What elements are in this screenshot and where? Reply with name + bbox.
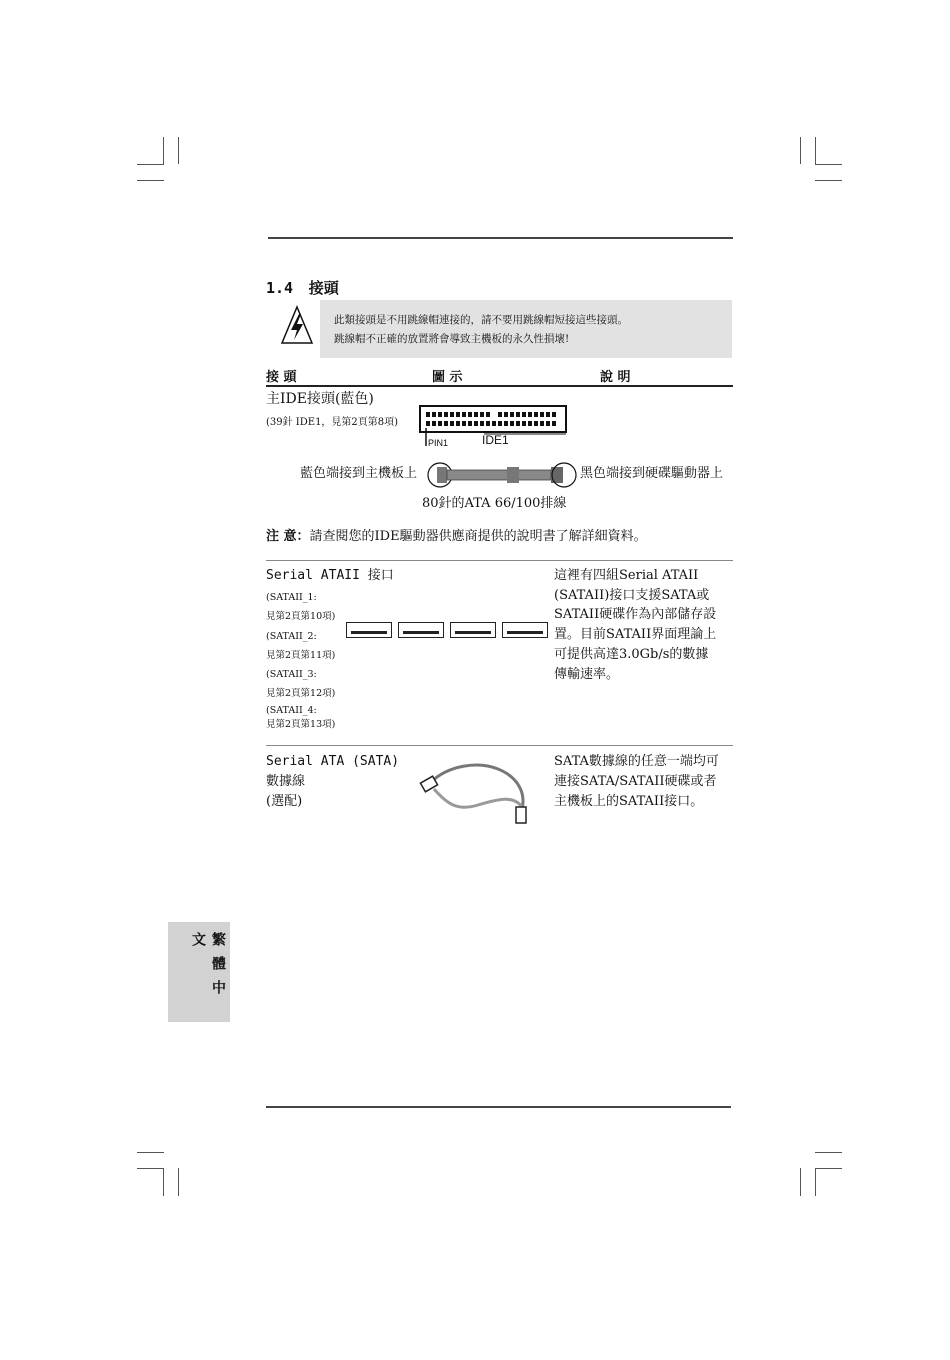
- sata-cable-image: [418, 755, 536, 825]
- sata-cable-name-line: 數據線: [266, 774, 306, 789]
- sataii-item: 見第2頁第10項): [266, 611, 336, 623]
- crop-mark: [815, 1168, 842, 1169]
- crop-mark: [178, 137, 179, 164]
- sataii-desc-line: SATAII硬碟作為內部儲存設: [554, 607, 717, 623]
- note-text: 請查閱您的IDE驅動器供應商提供的說明書了解詳細資料。: [309, 529, 647, 544]
- ide-blue-end-caption: 藍色端接到主機板上: [300, 466, 418, 481]
- sata-port-icon: [346, 622, 392, 638]
- sata-cable-name-line: Serial ATA (SATA): [266, 754, 400, 769]
- sata-port-icon: [398, 622, 444, 638]
- ide-conn-label: IDE1: [482, 433, 509, 447]
- crop-mark: [137, 1168, 164, 1169]
- sata-cable-desc-line: 連接SATA/SATAII硬碟或者: [554, 774, 717, 789]
- sata-cable-name-line: (選配): [266, 794, 303, 809]
- sataii-desc-line: 傳輸速率。: [554, 666, 620, 682]
- sata-cable-desc-line: SATA數據線的任意一端均可: [554, 754, 719, 769]
- sataii-item: (SATAII_4:: [266, 704, 317, 716]
- ide-ribbon-cable: [425, 461, 580, 489]
- sataii-item: 見第2頁第13項): [266, 718, 336, 730]
- crop-mark: [815, 164, 842, 165]
- sata-cable-name: [266, 752, 399, 812]
- warning-line-2: 跳線帽不正確的放置將會導致主機板的永久性損壞!: [334, 333, 570, 345]
- crop-mark: [815, 180, 842, 181]
- crop-mark: [137, 1152, 164, 1153]
- table-header-rule: [266, 385, 733, 387]
- ide-connector-detail: (39針 IDE1，見第2頁第8項): [266, 417, 399, 428]
- note: [266, 527, 647, 547]
- section-number: 1.4: [266, 279, 294, 297]
- crop-mark: [815, 1152, 842, 1153]
- col-header-connector: 接 頭: [266, 370, 297, 385]
- sata-port-icon: [502, 622, 548, 638]
- sataii-desc-line: 置。目前SATAII界面理論上: [554, 627, 717, 643]
- crop-mark: [137, 180, 164, 181]
- crop-mark: [178, 1168, 179, 1196]
- sataii-connector-name: Serial ATAII 接口: [266, 568, 394, 583]
- sataii-item: 見第2頁第12項): [266, 688, 336, 700]
- crop-mark: [163, 137, 164, 164]
- language-side-tab-label: 繁體中文: [190, 932, 226, 1004]
- ide-cable-caption: 80針的ATA 66/100排線: [422, 496, 567, 511]
- row-divider: [266, 745, 733, 746]
- section-title: 接頭: [308, 279, 339, 297]
- sataii-item: (SATAII_2:: [266, 630, 317, 642]
- sataii-item: (SATAII_1:: [266, 592, 317, 603]
- crop-mark: [815, 137, 816, 164]
- crop-mark: [815, 1168, 816, 1196]
- footer-rule: [266, 1106, 731, 1108]
- warning-line-1: 此類接頭是不用跳線帽連接的，請不要用跳線帽短接這些接頭。: [334, 314, 628, 326]
- ide-black-end-caption: 黑色端接到硬碟驅動器上: [580, 466, 724, 481]
- note-label: 注 意：: [266, 529, 310, 544]
- ide-pin1-label: PIN1: [428, 438, 449, 448]
- crop-mark: [800, 1168, 801, 1196]
- sataii-item: 見第2頁第11項): [266, 649, 336, 661]
- col-header-diagram: 圖 示: [432, 370, 463, 385]
- warning-box: [320, 300, 732, 358]
- sataii-item: (SATAII_3:: [266, 669, 317, 681]
- language-side-tab: [168, 922, 230, 1022]
- col-header-description: 說 明: [600, 370, 631, 385]
- sataii-item-list: [266, 588, 335, 732]
- high-voltage-icon: [280, 305, 314, 345]
- section-heading: [266, 277, 339, 298]
- sataii-desc-line: 這裡有四組Serial ATAII: [554, 568, 699, 583]
- crop-mark: [800, 137, 801, 164]
- sataii-description: [554, 566, 716, 684]
- sataii-desc-line: (SATAII)接口支援SATA或: [554, 587, 710, 603]
- header-rule: [268, 237, 733, 239]
- sata-cable-description: [554, 752, 719, 812]
- sata-port-icon: [450, 622, 496, 638]
- sataii-desc-line: 可提供高達3.0Gb/s的數據: [554, 646, 709, 662]
- sata-cable-desc-line: 主機板上的SATAII接口。: [554, 794, 704, 809]
- crop-mark: [163, 1168, 164, 1196]
- ide-connector-name: 主IDE接頭(藍色): [266, 391, 374, 407]
- crop-mark: [137, 164, 164, 165]
- row-divider: [266, 560, 733, 561]
